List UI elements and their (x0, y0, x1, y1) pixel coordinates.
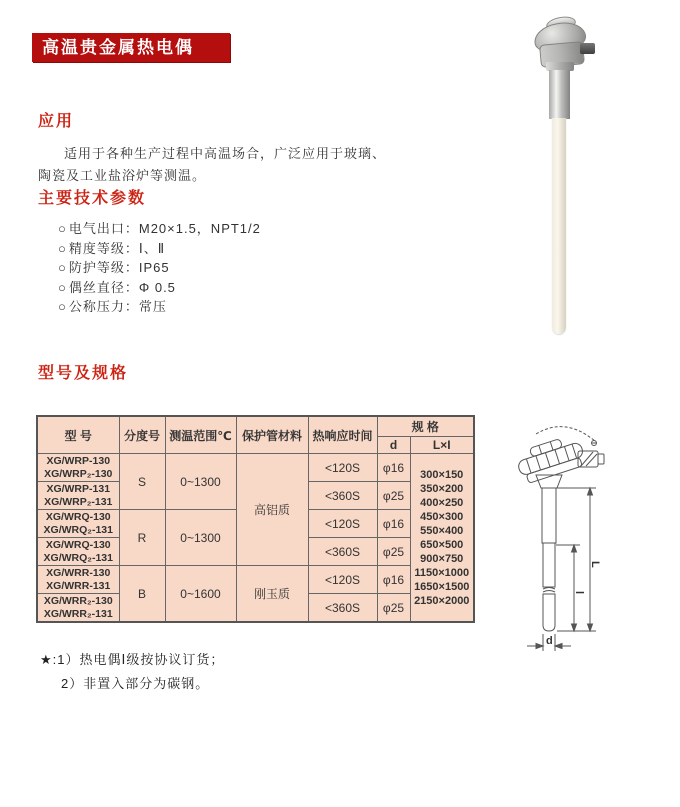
col-header-graduation: 分度号 (119, 416, 165, 454)
bullet-icon: ○ (58, 221, 67, 236)
sheath-cell: 刚玉质 (236, 566, 308, 623)
parameter-list (58, 219, 261, 317)
bullet-icon: ○ (58, 240, 67, 256)
sizes-cell: 300×150 350×200 400×250 450×300 550×400 650×500 900×750 1150×1000 1650×1500 2150×2000 (410, 454, 474, 623)
response-cell: <120S (308, 454, 377, 482)
parameter-text: 公称压力：常压 (68, 299, 167, 314)
parameter-item (58, 278, 261, 298)
response-cell: <120S (308, 566, 377, 594)
response-cell: <360S (308, 482, 377, 510)
thermocouple-diagram (490, 418, 680, 663)
model-cell: XG/WRP-131 XG/WRP₂-131 (37, 482, 119, 510)
dim-label-d: d (546, 635, 553, 647)
footnote-line: 2）非置入部分为碳钢。 (61, 676, 210, 691)
col-header-sheath: 保护管材料 (236, 416, 308, 454)
model-cell: XG/WRP-130 XG/WRP₂-130 (37, 454, 119, 482)
diameter-cell: φ16 (377, 454, 410, 482)
model-cell: XG/WRR-130 XG/WRR-131 (37, 566, 119, 594)
diameter-cell: φ25 (377, 482, 410, 510)
footnotes (40, 648, 224, 696)
page-title: 高温贵金属热电偶 (32, 33, 230, 62)
response-cell: <360S (308, 594, 377, 623)
thermocouple-photo (500, 12, 660, 337)
model-cell: XG/WRR₂-130 XG/WRR₂-131 (37, 594, 119, 623)
parameter-text: 偶丝直径：Φ 0.5 (68, 279, 176, 295)
model-cell: XG/WRQ-130 XG/WRQ₂-131 (37, 538, 119, 566)
graduation-cell: S (119, 454, 165, 510)
diameter-cell: φ25 (377, 594, 410, 623)
bullet-icon: ○ (58, 279, 67, 295)
photo-connector (580, 43, 595, 54)
col-header-range: 测温范围℃ (165, 416, 236, 454)
application-heading: 应用 (38, 113, 75, 130)
col-header-response: 热响应时间 (308, 416, 377, 454)
range-cell: 0~1300 (165, 454, 236, 510)
parameter-item (58, 239, 261, 259)
parameter-item (58, 297, 261, 317)
bullet-icon: ○ (58, 260, 67, 275)
parameter-item (58, 258, 261, 278)
photo-ceramic-tube (552, 118, 566, 334)
photo-steel-tube (549, 70, 570, 119)
table-row (37, 454, 474, 482)
dim-label-L: L (589, 561, 601, 568)
diameter-cell: φ16 (377, 566, 410, 594)
sheath-cell: 高铝质 (236, 454, 308, 566)
application-text: 适用于各种生产过程中高温场合，广泛应用于玻璃、陶瓷及工业盐浴炉等测温。 (38, 146, 387, 183)
diameter-cell: φ16 (377, 510, 410, 538)
diameter-cell: φ25 (377, 538, 410, 566)
range-cell: 0~1600 (165, 566, 236, 623)
col-header-d: d (377, 437, 410, 454)
response-cell: <120S (308, 510, 377, 538)
parameter-text: 防护等级：IP65 (68, 260, 170, 275)
col-header-model: 型 号 (37, 416, 119, 454)
parameter-item (58, 219, 261, 239)
range-cell: 0~1300 (165, 510, 236, 566)
response-cell: <360S (308, 538, 377, 566)
parameter-text: 电气出口：M20×1.5，NPT1/2 (68, 221, 261, 236)
bullet-icon: ○ (58, 299, 67, 314)
model-cell: XG/WRQ-130 XG/WRQ₂-131 (37, 510, 119, 538)
spec-table (36, 415, 475, 623)
col-header-lxl: L×I (410, 437, 474, 454)
parameter-text: 精度等级：Ⅰ、Ⅱ (68, 240, 166, 256)
table-row (37, 566, 474, 594)
col-header-spec: 规 格 (377, 416, 474, 437)
parameters-heading: 主要技术参数 (38, 190, 147, 207)
dim-label-l: l (573, 591, 585, 595)
specs-heading: 型号及规格 (38, 365, 129, 382)
footnote-line: ★:1）热电偶Ⅰ级按协议订货； (40, 652, 225, 667)
graduation-cell: B (119, 566, 165, 623)
graduation-cell: R (119, 510, 165, 566)
